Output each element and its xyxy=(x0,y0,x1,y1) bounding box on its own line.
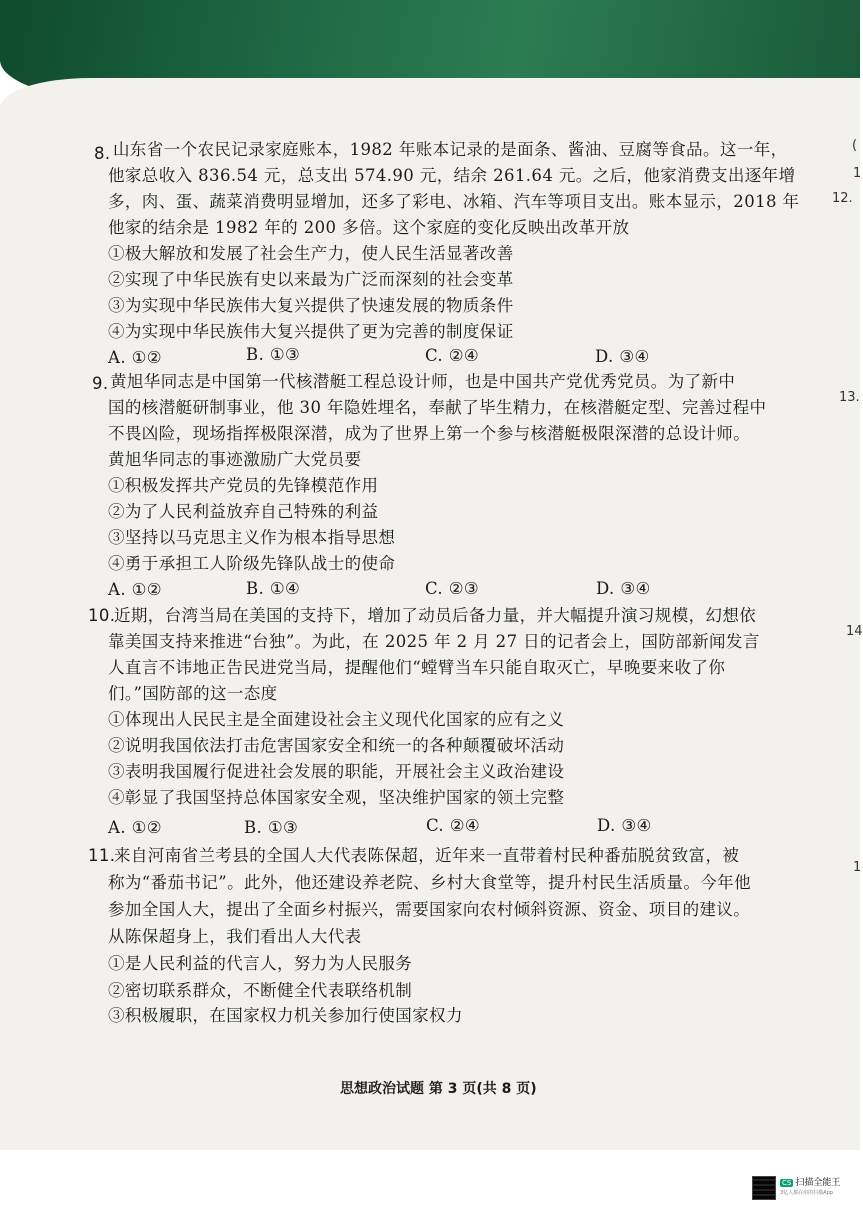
scanner-title: 扫描全能王 xyxy=(795,1178,841,1188)
statement-item: ②密切联系群众，不断健全代表联络机制 xyxy=(108,981,413,1000)
question-stem-line: 山东省一个农民记录家庭账本，1982 年账本记录的是面条、酱油、豆腐等食品。这一年， xyxy=(113,140,788,159)
question-stem-line: 他家的结余是 1982 年的 200 多倍。这个家庭的变化反映出改革开放 xyxy=(108,218,630,237)
question-stem-line: 人直言不讳地正告民进党当局，提醒他们“螳臂当车只能自取灭亡，早晚要来收了你 xyxy=(108,658,726,677)
answer-option-c: C. ②④ xyxy=(425,346,480,365)
statement-item: ①体现出人民民主是全面建设社会主义现代化国家的应有之义 xyxy=(108,710,565,729)
answer-option-b: B. ①③ xyxy=(246,345,301,364)
question-number: 10. xyxy=(88,606,116,625)
statement-item: ①极大解放和发展了社会生产力，使人民生活显著改善 xyxy=(108,244,514,263)
answer-option-c: C. ②④ xyxy=(426,816,481,835)
statement-item: ②说明我国依法打击危害国家安全和统一的各种颠覆破坏活动 xyxy=(108,736,565,755)
question-stem-line: 多，肉、蛋、蔬菜消费明显增加，还多了彩电、冰箱、汽车等项目支出。账本显示，2018 年 xyxy=(108,192,800,211)
question-stem-line: 来自河南省兰考县的全国人大代表陈保超，近年来一直带着村民种番茄脱贫致富，被 xyxy=(114,846,740,865)
answer-option-c: C. ②③ xyxy=(425,579,480,598)
question-stem-line: 们。”国防部的这一态度 xyxy=(108,684,278,703)
statement-item: ①是人民利益的代言人，努力为人民服务 xyxy=(108,954,413,973)
edge-mark: 1 xyxy=(853,166,862,181)
question-stem-line: 近期，台湾当局在美国的支持下，增加了动员后备力量，并大幅提升演习规模，幻想依 xyxy=(114,606,757,625)
edge-mark: 12. xyxy=(832,191,853,206)
question-number: 9. xyxy=(92,374,109,393)
edge-mark: 13. xyxy=(839,390,860,405)
answer-option-d: D. ③④ xyxy=(595,347,650,366)
answer-option-b: B. ①③ xyxy=(244,818,299,837)
statement-item: ③积极履职，在国家权力机关参加行使国家权力 xyxy=(108,1006,463,1025)
statement-item: ④勇于承担工人阶级先锋队战士的使命 xyxy=(108,554,396,573)
statement-item: ③为实现中华民族伟大复兴提供了快速发展的物质条件 xyxy=(108,296,514,315)
scanner-subtitle: 3亿人都在用的扫描App xyxy=(780,1190,833,1196)
question-stem-line: 靠美国支持来推进“台独”。为此，在 2025 年 2 月 27 日的记者会上，国防部新闻发言 xyxy=(108,632,760,651)
question-number: 11. xyxy=(88,846,116,865)
statement-item: ②实现了中华民族有史以来最为广泛而深刻的社会变革 xyxy=(108,270,514,289)
question-stem-line: 黄旭华同志的事迹激励广大党员要 xyxy=(108,450,362,469)
scanner-badge xyxy=(752,1174,846,1202)
edge-mark: 14 xyxy=(846,624,863,639)
question-stem-line: 称为“番茄书记”。此外，他还建设养老院、乡村大食堂等，提升村民生活质量。今年他 xyxy=(108,873,751,892)
statement-item: ③表明我国履行促进社会发展的职能，开展社会主义政治建设 xyxy=(108,762,565,781)
statement-item: ③坚持以马克思主义作为根本指导思想 xyxy=(108,528,396,547)
statement-item: ④为实现中华民族伟大复兴提供了更为完善的制度保证 xyxy=(108,322,514,341)
scanner-logo-icon: CS xyxy=(782,1179,792,1187)
statement-item: ④彰显了我国坚持总体国家安全观，坚决维护国家的领土完整 xyxy=(108,788,565,807)
answer-option-a: A. ①② xyxy=(108,580,162,599)
answer-option-a: A. ①② xyxy=(108,348,162,367)
statement-item: ①积极发挥共产党员的先锋模范作用 xyxy=(108,476,379,495)
edge-mark: 1 xyxy=(853,860,862,875)
question-number: 8. xyxy=(94,144,111,163)
edge-mark: ( xyxy=(852,138,858,153)
statement-item: ②为了人民利益放弃自己特殊的利益 xyxy=(108,502,379,521)
question-stem-line: 黄旭华同志是中国第一代核潜艇工程总设计师，也是中国共产党优秀党员。为了新中 xyxy=(110,372,736,391)
question-stem-line: 不畏凶险，现场指挥极限深潜，成为了世界上第一个参与核潜艇极限深潜的总设计师。 xyxy=(108,424,751,443)
qr-code-icon xyxy=(752,1176,776,1200)
page-footer: 思想政治试题 第 3 页(共 8 页) xyxy=(340,1081,537,1097)
question-stem-line: 他家总收入 836.54 元，总支出 574.90 元，结余 261.64 元。之后，他家消费支出逐年增 xyxy=(108,166,796,185)
answer-option-d: D. ③④ xyxy=(597,816,652,835)
question-stem-line: 参加全国人大，提出了全面乡村振兴，需要国家向农村倾斜资源、资金、项目的建议。 xyxy=(108,900,751,919)
answer-option-a: A. ①② xyxy=(108,818,162,837)
answer-option-d: D. ③④ xyxy=(596,579,651,598)
question-stem-line: 国的核潜艇研制事业，他 30 年隐姓埋名，奉献了毕生精力，在核潜艇定型、完善过程中 xyxy=(108,398,767,417)
question-stem-line: 从陈保超身上，我们看出人大代表 xyxy=(108,927,362,946)
answer-option-b: B. ①④ xyxy=(246,579,301,598)
